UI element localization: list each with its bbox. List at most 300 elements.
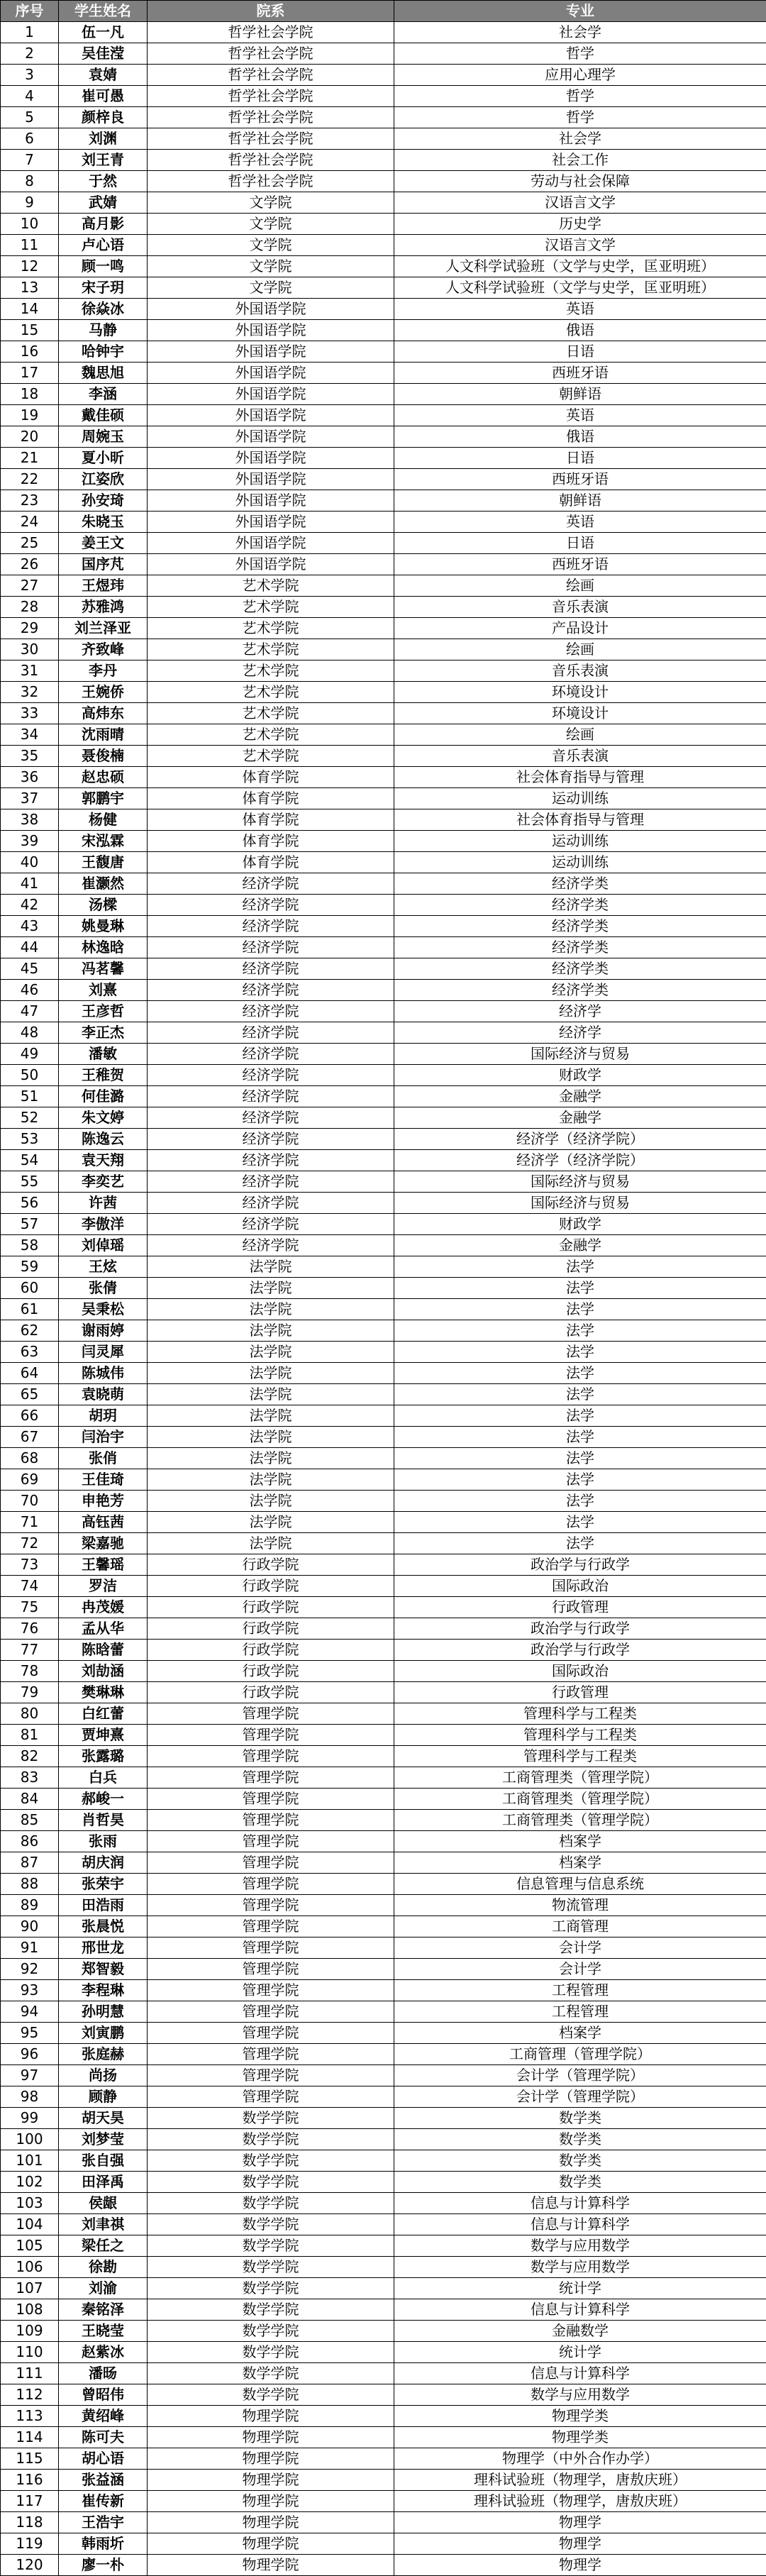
table-row <box>1 533 766 554</box>
cell-name: 张露璐 <box>59 1746 148 1767</box>
cell-name: 沈雨晴 <box>59 724 148 746</box>
table-row <box>1 1427 766 1448</box>
cell-no: 59 <box>1 1256 59 1278</box>
cell-dept: 数学学院 <box>148 2214 394 2235</box>
table-row <box>1 1235 766 1256</box>
cell-major: 信息与计算科学 <box>394 2363 766 2384</box>
table-row <box>1 235 766 256</box>
cell-dept: 法学院 <box>148 1512 394 1533</box>
cell-major: 金融学 <box>394 1107 766 1129</box>
cell-name: 聂俊楠 <box>59 746 148 767</box>
cell-dept: 法学院 <box>148 1256 394 1278</box>
cell-dept: 文学院 <box>148 277 394 299</box>
cell-major: 法学 <box>394 1363 766 1384</box>
cell-dept: 文学院 <box>148 214 394 235</box>
cell-major: 俄语 <box>394 426 766 448</box>
cell-major: 劳动与社会保障 <box>394 171 766 192</box>
table-row <box>1 1320 766 1342</box>
cell-no: 14 <box>1 299 59 320</box>
table-row <box>1 2129 766 2150</box>
cell-no: 80 <box>1 1703 59 1725</box>
cell-no: 73 <box>1 1554 59 1576</box>
cell-dept: 经济学院 <box>148 980 394 1001</box>
table-row <box>1 831 766 852</box>
table-row <box>1 2470 766 2491</box>
table-row <box>1 1193 766 1214</box>
cell-dept: 物理学院 <box>148 2491 394 2512</box>
table-row <box>1 2023 766 2044</box>
cell-no: 88 <box>1 1874 59 1895</box>
cell-no: 82 <box>1 1746 59 1767</box>
cell-no: 7 <box>1 150 59 171</box>
cell-major: 经济学类 <box>394 958 766 980</box>
cell-major: 经济学类 <box>394 916 766 937</box>
table-row <box>1 299 766 320</box>
table-row <box>1 2299 766 2321</box>
table-row <box>1 1618 766 1640</box>
cell-name: 潘敏 <box>59 1044 148 1065</box>
cell-dept: 法学院 <box>148 1342 394 1363</box>
table-row <box>1 1895 766 1916</box>
table-row <box>1 575 766 597</box>
cell-name: 张倩 <box>59 1278 148 1299</box>
table-row <box>1 2001 766 2023</box>
cell-name: 吴秉松 <box>59 1299 148 1320</box>
table-row <box>1 512 766 533</box>
cell-name: 王彦哲 <box>59 1001 148 1022</box>
cell-major: 物理学类 <box>394 2406 766 2427</box>
cell-dept: 外国语学院 <box>148 384 394 405</box>
cell-major: 环境设计 <box>394 703 766 724</box>
cell-dept: 管理学院 <box>148 2065 394 2086</box>
cell-major: 法学 <box>394 1299 766 1320</box>
table-row <box>1 2172 766 2193</box>
cell-name: 宋泓霖 <box>59 831 148 852</box>
cell-dept: 哲学社会学院 <box>148 150 394 171</box>
cell-major: 法学 <box>394 1491 766 1512</box>
cell-major: 理科试验班（物理学，唐敖庆班） <box>394 2470 766 2491</box>
cell-name: 李程琳 <box>59 1980 148 2001</box>
cell-name: 高钰茜 <box>59 1512 148 1533</box>
table-row <box>1 341 766 363</box>
cell-no: 55 <box>1 1171 59 1193</box>
cell-dept: 艺术学院 <box>148 575 394 597</box>
cell-no: 15 <box>1 320 59 341</box>
cell-major: 汉语言文学 <box>394 192 766 214</box>
cell-no: 30 <box>1 639 59 660</box>
cell-no: 39 <box>1 831 59 852</box>
header-dept: 院系 <box>148 1 394 22</box>
cell-name: 伍一凡 <box>59 22 148 43</box>
cell-major: 社会学 <box>394 22 766 43</box>
cell-no: 11 <box>1 235 59 256</box>
cell-major: 金融数学 <box>394 2321 766 2342</box>
table-row <box>1 2235 766 2257</box>
table-row <box>1 873 766 895</box>
cell-no: 86 <box>1 1831 59 1852</box>
cell-name: 李奕艺 <box>59 1171 148 1193</box>
cell-name: 张益涵 <box>59 2470 148 2491</box>
cell-major: 物理学 <box>394 2533 766 2555</box>
cell-dept: 经济学院 <box>148 958 394 980</box>
table-row <box>1 1959 766 1980</box>
table-row <box>1 703 766 724</box>
cell-no: 20 <box>1 426 59 448</box>
table-row <box>1 1874 766 1895</box>
table-row <box>1 150 766 171</box>
table-row <box>1 171 766 192</box>
cell-name: 徐焱冰 <box>59 299 148 320</box>
table-row <box>1 1597 766 1618</box>
cell-no: 32 <box>1 682 59 703</box>
cell-name: 齐致峰 <box>59 639 148 660</box>
cell-major: 档案学 <box>394 2023 766 2044</box>
table-row <box>1 2086 766 2108</box>
cell-no: 72 <box>1 1533 59 1554</box>
cell-name: 马静 <box>59 320 148 341</box>
cell-no: 71 <box>1 1512 59 1533</box>
cell-no: 52 <box>1 1107 59 1129</box>
cell-no: 26 <box>1 554 59 575</box>
cell-name: 曾昭伟 <box>59 2384 148 2406</box>
cell-no: 34 <box>1 724 59 746</box>
cell-name: 侯龈 <box>59 2193 148 2214</box>
cell-no: 8 <box>1 171 59 192</box>
cell-name: 江姿欣 <box>59 469 148 490</box>
cell-major: 会计学 <box>394 1959 766 1980</box>
table-row <box>1 1746 766 1767</box>
table-row <box>1 916 766 937</box>
cell-dept: 法学院 <box>148 1278 394 1299</box>
cell-dept: 哲学社会学院 <box>148 128 394 150</box>
cell-name: 周婉玉 <box>59 426 148 448</box>
cell-dept: 体育学院 <box>148 831 394 852</box>
cell-major: 数学与应用数学 <box>394 2257 766 2278</box>
cell-name: 郝峻一 <box>59 1789 148 1810</box>
cell-name: 袁天翔 <box>59 1150 148 1171</box>
cell-dept: 外国语学院 <box>148 512 394 533</box>
cell-no: 57 <box>1 1214 59 1235</box>
cell-dept: 数学学院 <box>148 2193 394 2214</box>
cell-dept: 哲学社会学院 <box>148 86 394 107</box>
table-row <box>1 852 766 873</box>
table-row <box>1 1214 766 1235</box>
table-row <box>1 2512 766 2533</box>
table-row <box>1 2321 766 2342</box>
cell-no: 58 <box>1 1235 59 1256</box>
cell-name: 王佳琦 <box>59 1469 148 1491</box>
cell-no: 9 <box>1 192 59 214</box>
cell-no: 97 <box>1 2065 59 2086</box>
table-row <box>1 1576 766 1597</box>
cell-dept: 外国语学院 <box>148 533 394 554</box>
cell-name: 陈城伟 <box>59 1363 148 1384</box>
cell-major: 历史学 <box>394 214 766 235</box>
cell-no: 50 <box>1 1065 59 1086</box>
cell-name: 王婉侨 <box>59 682 148 703</box>
cell-major: 产品设计 <box>394 618 766 639</box>
cell-major: 档案学 <box>394 1852 766 1874</box>
cell-no: 3 <box>1 65 59 86</box>
cell-major: 经济学类 <box>394 980 766 1001</box>
cell-major: 物理学 <box>394 2555 766 2576</box>
cell-no: 76 <box>1 1618 59 1640</box>
cell-name: 王晓莹 <box>59 2321 148 2342</box>
cell-name: 王煜玮 <box>59 575 148 597</box>
cell-no: 6 <box>1 128 59 150</box>
table-row <box>1 1789 766 1810</box>
cell-major: 法学 <box>394 1278 766 1299</box>
cell-major: 理科试验班（物理学，唐敖庆班） <box>394 2491 766 2512</box>
table-row <box>1 1469 766 1491</box>
cell-name: 卢心语 <box>59 235 148 256</box>
table-row <box>1 1044 766 1065</box>
cell-major: 数学类 <box>394 2172 766 2193</box>
cell-major: 数学类 <box>394 2129 766 2150</box>
cell-major: 哲学 <box>394 43 766 65</box>
cell-dept: 外国语学院 <box>148 448 394 469</box>
cell-name: 刘渝 <box>59 2278 148 2299</box>
table-row <box>1 490 766 512</box>
table-row <box>1 2065 766 2086</box>
cell-name: 王馥唐 <box>59 852 148 873</box>
cell-dept: 哲学社会学院 <box>148 171 394 192</box>
cell-dept: 管理学院 <box>148 1810 394 1831</box>
cell-dept: 行政学院 <box>148 1640 394 1661</box>
cell-major: 经济学类 <box>394 873 766 895</box>
cell-no: 45 <box>1 958 59 980</box>
table-row <box>1 1512 766 1533</box>
table-row <box>1 2491 766 2512</box>
table-row <box>1 1342 766 1363</box>
cell-major: 工商管理类（管理学院） <box>394 1810 766 1831</box>
cell-major: 应用心理学 <box>394 65 766 86</box>
cell-name: 张晨悦 <box>59 1916 148 1937</box>
cell-name: 郭鹏宇 <box>59 788 148 809</box>
cell-name: 申艳芳 <box>59 1491 148 1512</box>
cell-name: 邢世龙 <box>59 1937 148 1959</box>
table-row <box>1 660 766 682</box>
table-row <box>1 1725 766 1746</box>
table-row <box>1 1129 766 1150</box>
cell-no: 18 <box>1 384 59 405</box>
cell-major: 俄语 <box>394 320 766 341</box>
cell-no: 94 <box>1 2001 59 2023</box>
table-row <box>1 1554 766 1576</box>
cell-major: 朝鲜语 <box>394 384 766 405</box>
cell-dept: 经济学院 <box>148 1235 394 1256</box>
cell-name: 朱文婷 <box>59 1107 148 1129</box>
cell-dept: 哲学社会学院 <box>148 43 394 65</box>
table-row <box>1 1171 766 1193</box>
cell-no: 12 <box>1 256 59 277</box>
table-row <box>1 1384 766 1405</box>
cell-dept: 经济学院 <box>148 1214 394 1235</box>
cell-no: 56 <box>1 1193 59 1214</box>
cell-dept: 管理学院 <box>148 1916 394 1937</box>
cell-name: 梁嘉驰 <box>59 1533 148 1554</box>
cell-name: 李丹 <box>59 660 148 682</box>
cell-no: 108 <box>1 2299 59 2321</box>
table-row <box>1 2427 766 2448</box>
cell-dept: 经济学院 <box>148 916 394 937</box>
cell-name: 汤樑 <box>59 895 148 916</box>
cell-no: 49 <box>1 1044 59 1065</box>
cell-no: 23 <box>1 490 59 512</box>
cell-dept: 法学院 <box>148 1427 394 1448</box>
cell-name: 魏思旭 <box>59 363 148 384</box>
cell-no: 75 <box>1 1597 59 1618</box>
cell-no: 115 <box>1 2448 59 2470</box>
cell-dept: 法学院 <box>148 1320 394 1342</box>
header-name: 学生姓名 <box>59 1 148 22</box>
cell-no: 41 <box>1 873 59 895</box>
cell-name: 颜梓良 <box>59 107 148 128</box>
cell-no: 16 <box>1 341 59 363</box>
cell-major: 西班牙语 <box>394 363 766 384</box>
cell-major: 工程管理 <box>394 1980 766 2001</box>
cell-no: 22 <box>1 469 59 490</box>
cell-no: 5 <box>1 107 59 128</box>
table-row <box>1 1682 766 1703</box>
cell-major: 管理科学与工程类 <box>394 1725 766 1746</box>
cell-no: 113 <box>1 2406 59 2427</box>
cell-major: 政治学与行政学 <box>394 1554 766 1576</box>
cell-name: 樊琳琳 <box>59 1682 148 1703</box>
cell-dept: 管理学院 <box>148 1959 394 1980</box>
table-row <box>1 384 766 405</box>
cell-dept: 数学学院 <box>148 2299 394 2321</box>
cell-no: 77 <box>1 1640 59 1661</box>
cell-major: 法学 <box>394 1405 766 1427</box>
cell-no: 37 <box>1 788 59 809</box>
cell-name: 胡庆润 <box>59 1852 148 1874</box>
cell-major: 工商管理类（管理学院） <box>394 1767 766 1789</box>
cell-name: 王炫 <box>59 1256 148 1278</box>
cell-major: 工商管理（管理学院） <box>394 2044 766 2065</box>
cell-name: 王浩宇 <box>59 2512 148 2533</box>
table-row <box>1 2108 766 2129</box>
cell-no: 105 <box>1 2235 59 2257</box>
cell-no: 31 <box>1 660 59 682</box>
cell-no: 38 <box>1 809 59 831</box>
cell-no: 29 <box>1 618 59 639</box>
cell-no: 100 <box>1 2129 59 2150</box>
cell-dept: 体育学院 <box>148 788 394 809</box>
cell-name: 吴佳滢 <box>59 43 148 65</box>
cell-name: 许茜 <box>59 1193 148 1214</box>
cell-name: 胡天昊 <box>59 2108 148 2129</box>
cell-name: 张俏 <box>59 1448 148 1469</box>
cell-dept: 行政学院 <box>148 1576 394 1597</box>
cell-name: 白红蕾 <box>59 1703 148 1725</box>
cell-dept: 管理学院 <box>148 1980 394 2001</box>
cell-dept: 哲学社会学院 <box>148 107 394 128</box>
cell-dept: 文学院 <box>148 235 394 256</box>
cell-dept: 行政学院 <box>148 1597 394 1618</box>
cell-major: 档案学 <box>394 1831 766 1852</box>
cell-dept: 艺术学院 <box>148 746 394 767</box>
cell-no: 90 <box>1 1916 59 1937</box>
cell-major: 会计学（管理学院） <box>394 2086 766 2108</box>
cell-dept: 外国语学院 <box>148 299 394 320</box>
cell-dept: 数学学院 <box>148 2257 394 2278</box>
cell-dept: 法学院 <box>148 1448 394 1469</box>
table-row <box>1 2150 766 2172</box>
cell-dept: 行政学院 <box>148 1618 394 1640</box>
table-row <box>1 277 766 299</box>
cell-major: 统计学 <box>394 2278 766 2299</box>
cell-dept: 行政学院 <box>148 1554 394 1576</box>
cell-major: 金融学 <box>394 1235 766 1256</box>
cell-dept: 经济学院 <box>148 1193 394 1214</box>
table-row <box>1 2342 766 2363</box>
cell-no: 104 <box>1 2214 59 2235</box>
table-row <box>1 682 766 703</box>
cell-dept: 管理学院 <box>148 1874 394 1895</box>
cell-dept: 数学学院 <box>148 2172 394 2193</box>
cell-dept: 物理学院 <box>148 2470 394 2491</box>
table-row <box>1 2384 766 2406</box>
table-header <box>1 1 766 22</box>
cell-name: 郑智毅 <box>59 1959 148 1980</box>
cell-name: 何佳潞 <box>59 1086 148 1107</box>
cell-major: 音乐表演 <box>394 746 766 767</box>
table-row <box>1 1256 766 1278</box>
cell-no: 13 <box>1 277 59 299</box>
cell-no: 98 <box>1 2086 59 2108</box>
cell-dept: 经济学院 <box>148 1065 394 1086</box>
cell-dept: 数学学院 <box>148 2129 394 2150</box>
cell-dept: 文学院 <box>148 256 394 277</box>
cell-name: 张雨 <box>59 1831 148 1852</box>
cell-no: 4 <box>1 86 59 107</box>
cell-no: 99 <box>1 2108 59 2129</box>
cell-no: 43 <box>1 916 59 937</box>
cell-major: 运动训练 <box>394 831 766 852</box>
cell-major: 国际经济与贸易 <box>394 1044 766 1065</box>
cell-dept: 法学院 <box>148 1491 394 1512</box>
cell-major: 经济学 <box>394 1001 766 1022</box>
cell-no: 78 <box>1 1661 59 1682</box>
cell-name: 刘聿祺 <box>59 2214 148 2235</box>
cell-major: 物理学类 <box>394 2427 766 2448</box>
cell-dept: 数学学院 <box>148 2235 394 2257</box>
cell-name: 陈可夫 <box>59 2427 148 2448</box>
table-row <box>1 1065 766 1086</box>
cell-no: 120 <box>1 2555 59 2576</box>
table-row <box>1 1767 766 1789</box>
cell-no: 28 <box>1 597 59 618</box>
table-row <box>1 256 766 277</box>
table-row <box>1 937 766 958</box>
cell-dept: 法学院 <box>148 1363 394 1384</box>
cell-major: 法学 <box>394 1342 766 1363</box>
table-row <box>1 1703 766 1725</box>
table-row <box>1 2214 766 2235</box>
cell-name: 国序芃 <box>59 554 148 575</box>
cell-dept: 管理学院 <box>148 2044 394 2065</box>
cell-dept: 经济学院 <box>148 895 394 916</box>
cell-name: 闫灵犀 <box>59 1342 148 1363</box>
cell-major: 法学 <box>394 1384 766 1405</box>
table-row <box>1 1001 766 1022</box>
cell-no: 24 <box>1 512 59 533</box>
cell-dept: 外国语学院 <box>148 426 394 448</box>
cell-no: 67 <box>1 1427 59 1448</box>
table-row <box>1 1278 766 1299</box>
cell-major: 行政管理 <box>394 1597 766 1618</box>
